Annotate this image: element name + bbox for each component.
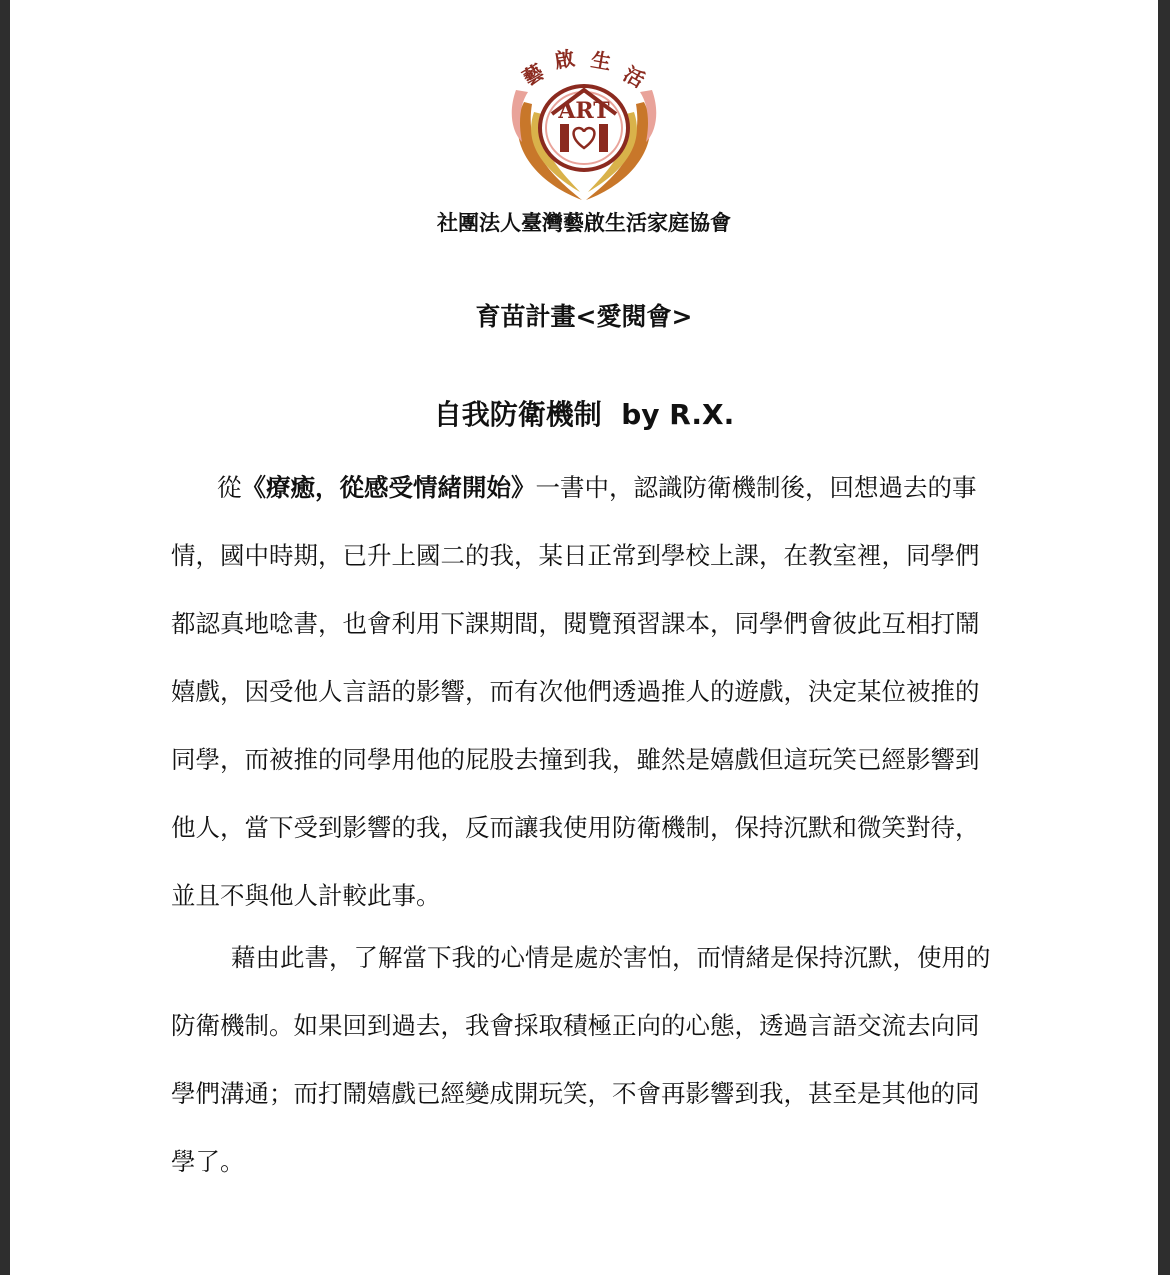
paragraph-2: 藉由此書，了解當下我的心情是處於害怕，而情緒是保持沉默，使用的防衛機制。如果回到過去，我會採取積極正向的心態，透過言語交流去向同學們溝通；而打鬧嬉戲已經變成開玩笑，不會再影響到我，甚至是其他的同學了。 — [171, 943, 991, 1176]
association-logo — [494, 42, 674, 202]
svg-text:生: 生 — [589, 47, 613, 75]
svg-text:藝: 藝 — [518, 59, 548, 91]
paragraph-1-text: 一書中，認識防衛機制後，回想過去的事情，國中時期，已升上國二的我，某日正常到學校上課，在教室裡，同學們都認真地唸書，也會利用下課期間，閱覽預習課本，同學們會彼此互相打鬧嬉戲，因受他人言語的影響，而有次他們透過推人的遊戲，決定某位被推的同學，而被推的同學用他的屁股去撞到我，雖然是嬉戲但這玩笑已經影響到他人，當下受到影響的我，反而讓我使用防衛機制，保持沉默和微笑對待，並且不與他人計較此事。 — [171, 473, 980, 910]
document-page — [10, 0, 1158, 1275]
svg-text:ART: ART — [558, 98, 610, 124]
program-title: 育苗計畫<愛閱會> — [475, 302, 693, 331]
book-title: 《療癒，從感受情緒開始》 — [241, 473, 536, 502]
paragraph-1-lead: 從 — [217, 473, 242, 502]
svg-text:活: 活 — [619, 61, 649, 93]
organization-name: 社團法人臺灣藝啟生活家庭協會 — [437, 211, 731, 235]
essay-title: 自我防衛機制 by R.X. — [433, 398, 735, 431]
svg-text:啟: 啟 — [552, 45, 577, 73]
paragraph-1 — [171, 454, 997, 930]
